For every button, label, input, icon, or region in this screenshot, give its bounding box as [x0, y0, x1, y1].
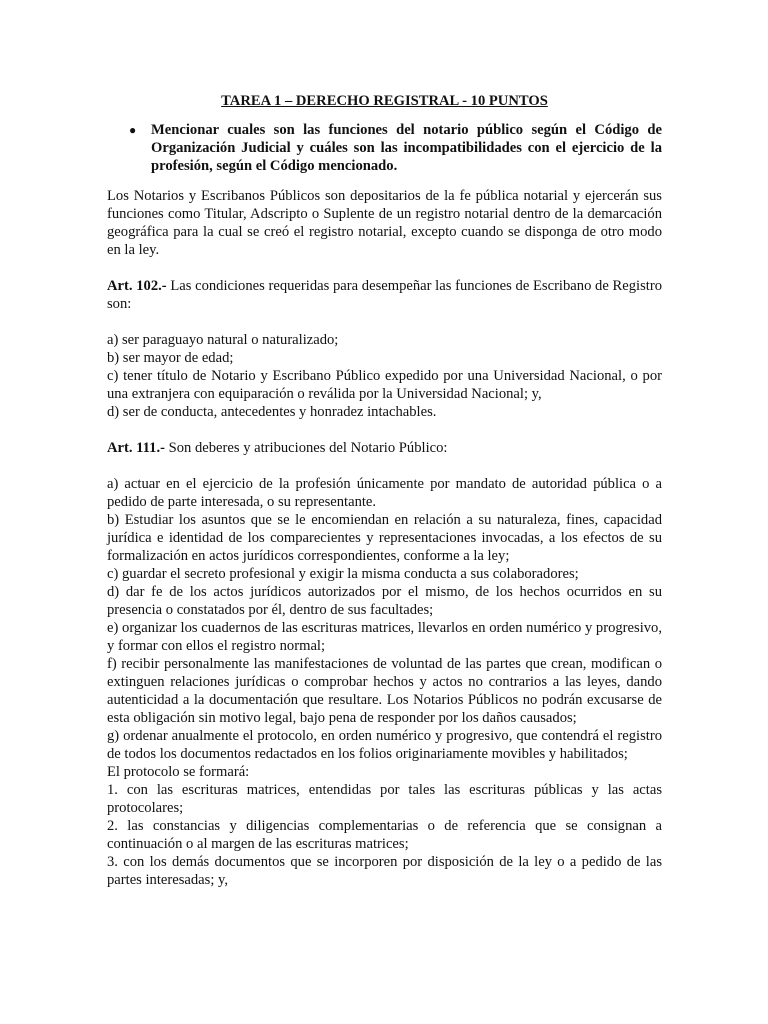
art-102-paragraph	[107, 277, 662, 313]
art-102-text: Las condiciones requeridas para desempeñar las funciones de Escribano de Registro son:	[107, 278, 662, 312]
list-item: b) Estudiar los asuntos que se le encomiendan en relación a su naturaleza, fines, capacidad jurídica e identidad de los comparecientes y representaciones invocadas, a los efectos de su formalización en actos jurídicos correspondientes, conforme a la ley;	[107, 512, 662, 564]
list-item: g) ordenar anualmente el protocolo, en orden numérico y progresivo, que contendrá el registro de todos los documentos redactados en los folios originariamente movibles y habilitados;	[107, 728, 662, 762]
list-item: b) ser mayor de edad;	[107, 350, 234, 366]
list-item: f) recibir personalmente las manifestaciones de voluntad de las partes que crean, modifican o extinguen relaciones jurídicas o comprobar hechos y actos no contrarios a las leyes, dando autenticidad a la documentación que resultare. Los Notarios Públicos no podrán excusarse de esta obligación sin motivo legal, bajo pena de responder por los daños causados;	[107, 656, 662, 726]
list-item: El protocolo se formará:	[107, 764, 250, 780]
document-title: TAREA 1 – DERECHO REGISTRAL - 10 PUNTOS	[221, 93, 548, 109]
bullet-dot-icon: ●	[129, 123, 137, 137]
list-item: d) ser de conducta, antecedentes y honradez intachables.	[107, 404, 437, 420]
art-102-heading: Art. 102.-	[107, 278, 167, 294]
list-item: d) dar fe de los actos jurídicos autorizados por el mismo, de los hechos ocurridos en su presencia o constatados por él, dentro de sus facultades;	[107, 584, 662, 618]
art-111-paragraph	[107, 439, 662, 457]
task-bullet	[107, 121, 662, 175]
art-111-text: Son deberes y atribuciones del Notario Público:	[164, 440, 448, 456]
list-item: a) ser paraguayo natural o naturalizado;	[107, 332, 339, 348]
intro-paragraph: Los Notarios y Escribanos Públicos son depositarios de la fe pública notarial y ejercerán sus funciones como Titular, Adscripto o Suplente de un registro notarial dentro de la demarcación geográfica para la cual se creó el registro notarial, excepto cuando se disponga de otro modo en la ley.	[107, 188, 662, 258]
art-102-list	[107, 331, 662, 421]
list-item: e) organizar los cuadernos de las escrituras matrices, llevarlos en orden numérico y progresivo, y formar con ellos el registro normal;	[107, 620, 662, 654]
art-111-heading: Art. 111.-	[107, 440, 165, 456]
list-item: 2. las constancias y diligencias complementarias o de referencia que se consignan a continuación o al margen de las escrituras matrices;	[107, 818, 662, 852]
list-item: c) tener título de Notario y Escribano Público expedido por una Universidad Nacional, o por una extranjera con equiparación o reválida por la Universidad Nacional; y,	[107, 368, 662, 402]
list-item: c) guardar el secreto profesional y exigir la misma conducta a sus colaboradores;	[107, 566, 579, 582]
list-item: a) actuar en el ejercicio de la profesión únicamente por mandato de autoridad pública o a pedido de parte interesada, o su representante.	[107, 476, 662, 510]
art-111-list	[107, 475, 662, 889]
document-page	[107, 92, 662, 889]
list-item: 3. con los demás documentos que se incorporen por disposición de la ley o a pedido de las partes interesadas; y,	[107, 854, 662, 888]
task-text: Mencionar cuales son las funciones del notario público según el Código de Organización Judicial y cuáles son las incompatibilidades con el ejercicio de la profesión, según el Código mencionado.	[151, 122, 662, 174]
list-item: 1. con las escrituras matrices, entendidas por tales las escrituras públicas y las actas protocolares;	[107, 782, 662, 816]
